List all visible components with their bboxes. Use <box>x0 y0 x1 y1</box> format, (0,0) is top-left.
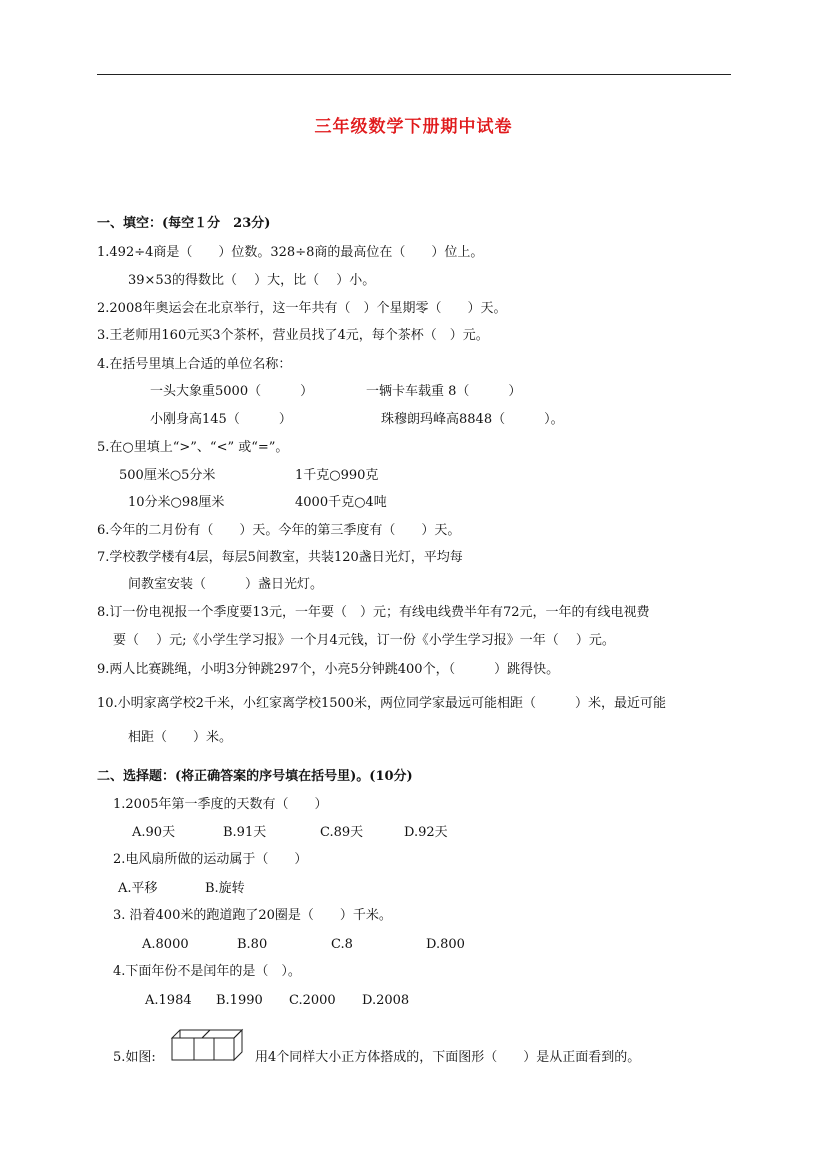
choice-question-4: 4.下面年份不是闰年的是（ ）。 <box>113 964 301 979</box>
question-7b: 间教室安装（ ）盏日光灯。 <box>128 577 324 592</box>
choice-question-3: 3. 沿着400米的跑道跑了20圈是（ ）千米。 <box>113 908 392 923</box>
question-10a: 10.小明家离学校2千米，小红家离学校1500米，两位同学家最远可能相距（ ）米，最近可能 <box>97 696 667 711</box>
choice-3-option-c: C.8 <box>331 937 353 952</box>
question-4-item-d: 珠穆朗玛峰高8848（ ）。 <box>381 412 564 427</box>
choice-2-option-b: B.旋转 <box>205 881 245 896</box>
question-4-item-b: 一辆卡车载重 8（ ） <box>366 384 522 399</box>
section1-heading: 一、填空：(每空１分 23分) <box>97 216 271 231</box>
question-5-item-a: 500厘米○5分米 <box>119 468 216 483</box>
cube-stack-figure <box>170 1026 250 1066</box>
question-5-item-d: 4000千克○4吨 <box>295 495 387 510</box>
section2-heading: 二、选择题：(将正确答案的序号填在括号里)。(10分) <box>97 769 413 784</box>
choice-1-option-c: C.89天 <box>320 825 364 840</box>
choice-4-option-c: C.2000 <box>289 993 336 1008</box>
question-8b: 要（ ）元;《小学生学习报》一个月4元钱，订一份《小学生学习报》一年（ ）元。 <box>113 633 615 648</box>
choice-question-2: 2.电风扇所做的运动属于（ ） <box>113 852 308 867</box>
choice-3-option-d: D.800 <box>426 937 465 952</box>
question-10b: 相距（ ）米。 <box>128 730 233 745</box>
question-4-item-a: 一头大象重5000（ ） <box>150 384 314 399</box>
question-5-item-c: 10分米○98厘米 <box>128 495 225 510</box>
question-4-item-c: 小刚身高145（ ） <box>150 412 292 427</box>
question-7a: 7.学校教学楼有4层，每层5间教室，共装120盏日光灯，平均每 <box>97 550 463 565</box>
choice-question-5-text: 用4个同样大小正方体搭成的，下面图形（ ）是从正面看到的。 <box>255 1050 641 1065</box>
page-title: 三年级数学下册期中试卷 <box>314 117 513 137</box>
question-6: 6.今年的二月份有（ ）天。今年的第三季度有（ ）天。 <box>97 523 461 538</box>
question-3: 3.王老师用160元买3个茶杯，营业员找了4元，每个茶杯（ ）元。 <box>97 328 489 343</box>
choice-3-option-b: B.80 <box>237 937 268 952</box>
question-2: 2.2008年奥运会在北京举行，这一年共有（ ）个星期零（ ）天。 <box>97 301 507 316</box>
choice-4-option-a: A.1984 <box>145 993 192 1008</box>
question-1a: 1.492÷4商是（ ）位数。328÷8商的最高位在（ ）位上。 <box>97 245 484 260</box>
header-rule <box>97 74 731 75</box>
question-5: 5.在○里填上“>”、“<” 或“=”。 <box>97 440 289 455</box>
choice-2-option-a: A.平移 <box>118 881 158 896</box>
choice-4-option-b: B.1990 <box>216 993 263 1008</box>
question-5-item-b: 1千克○990克 <box>295 468 379 483</box>
choice-4-option-d: D.2008 <box>362 993 410 1008</box>
choice-1-option-d: D.92天 <box>404 825 448 840</box>
choice-3-option-a: A.8000 <box>142 937 189 952</box>
question-4: 4.在括号里填上合适的单位名称： <box>97 357 292 372</box>
question-1b: 39×53的得数比（ ）大，比（ ）小。 <box>128 273 376 288</box>
question-8a: 8.订一份电视报一个季度要13元，一年要（ ）元；有线电线费半年有72元，一年的有线电视费 <box>97 605 650 620</box>
question-9: 9.两人比赛跳绳，小明3分钟跳297个，小亮5分钟跳400个，（ ）跳得快。 <box>97 662 560 677</box>
choice-1-option-b: B.91天 <box>223 825 267 840</box>
choice-1-option-a: A.90天 <box>132 825 176 840</box>
choice-question-5-prefix: 5.如图: <box>113 1050 156 1065</box>
choice-question-1: 1.2005年第一季度的天数有（ ） <box>113 797 328 812</box>
